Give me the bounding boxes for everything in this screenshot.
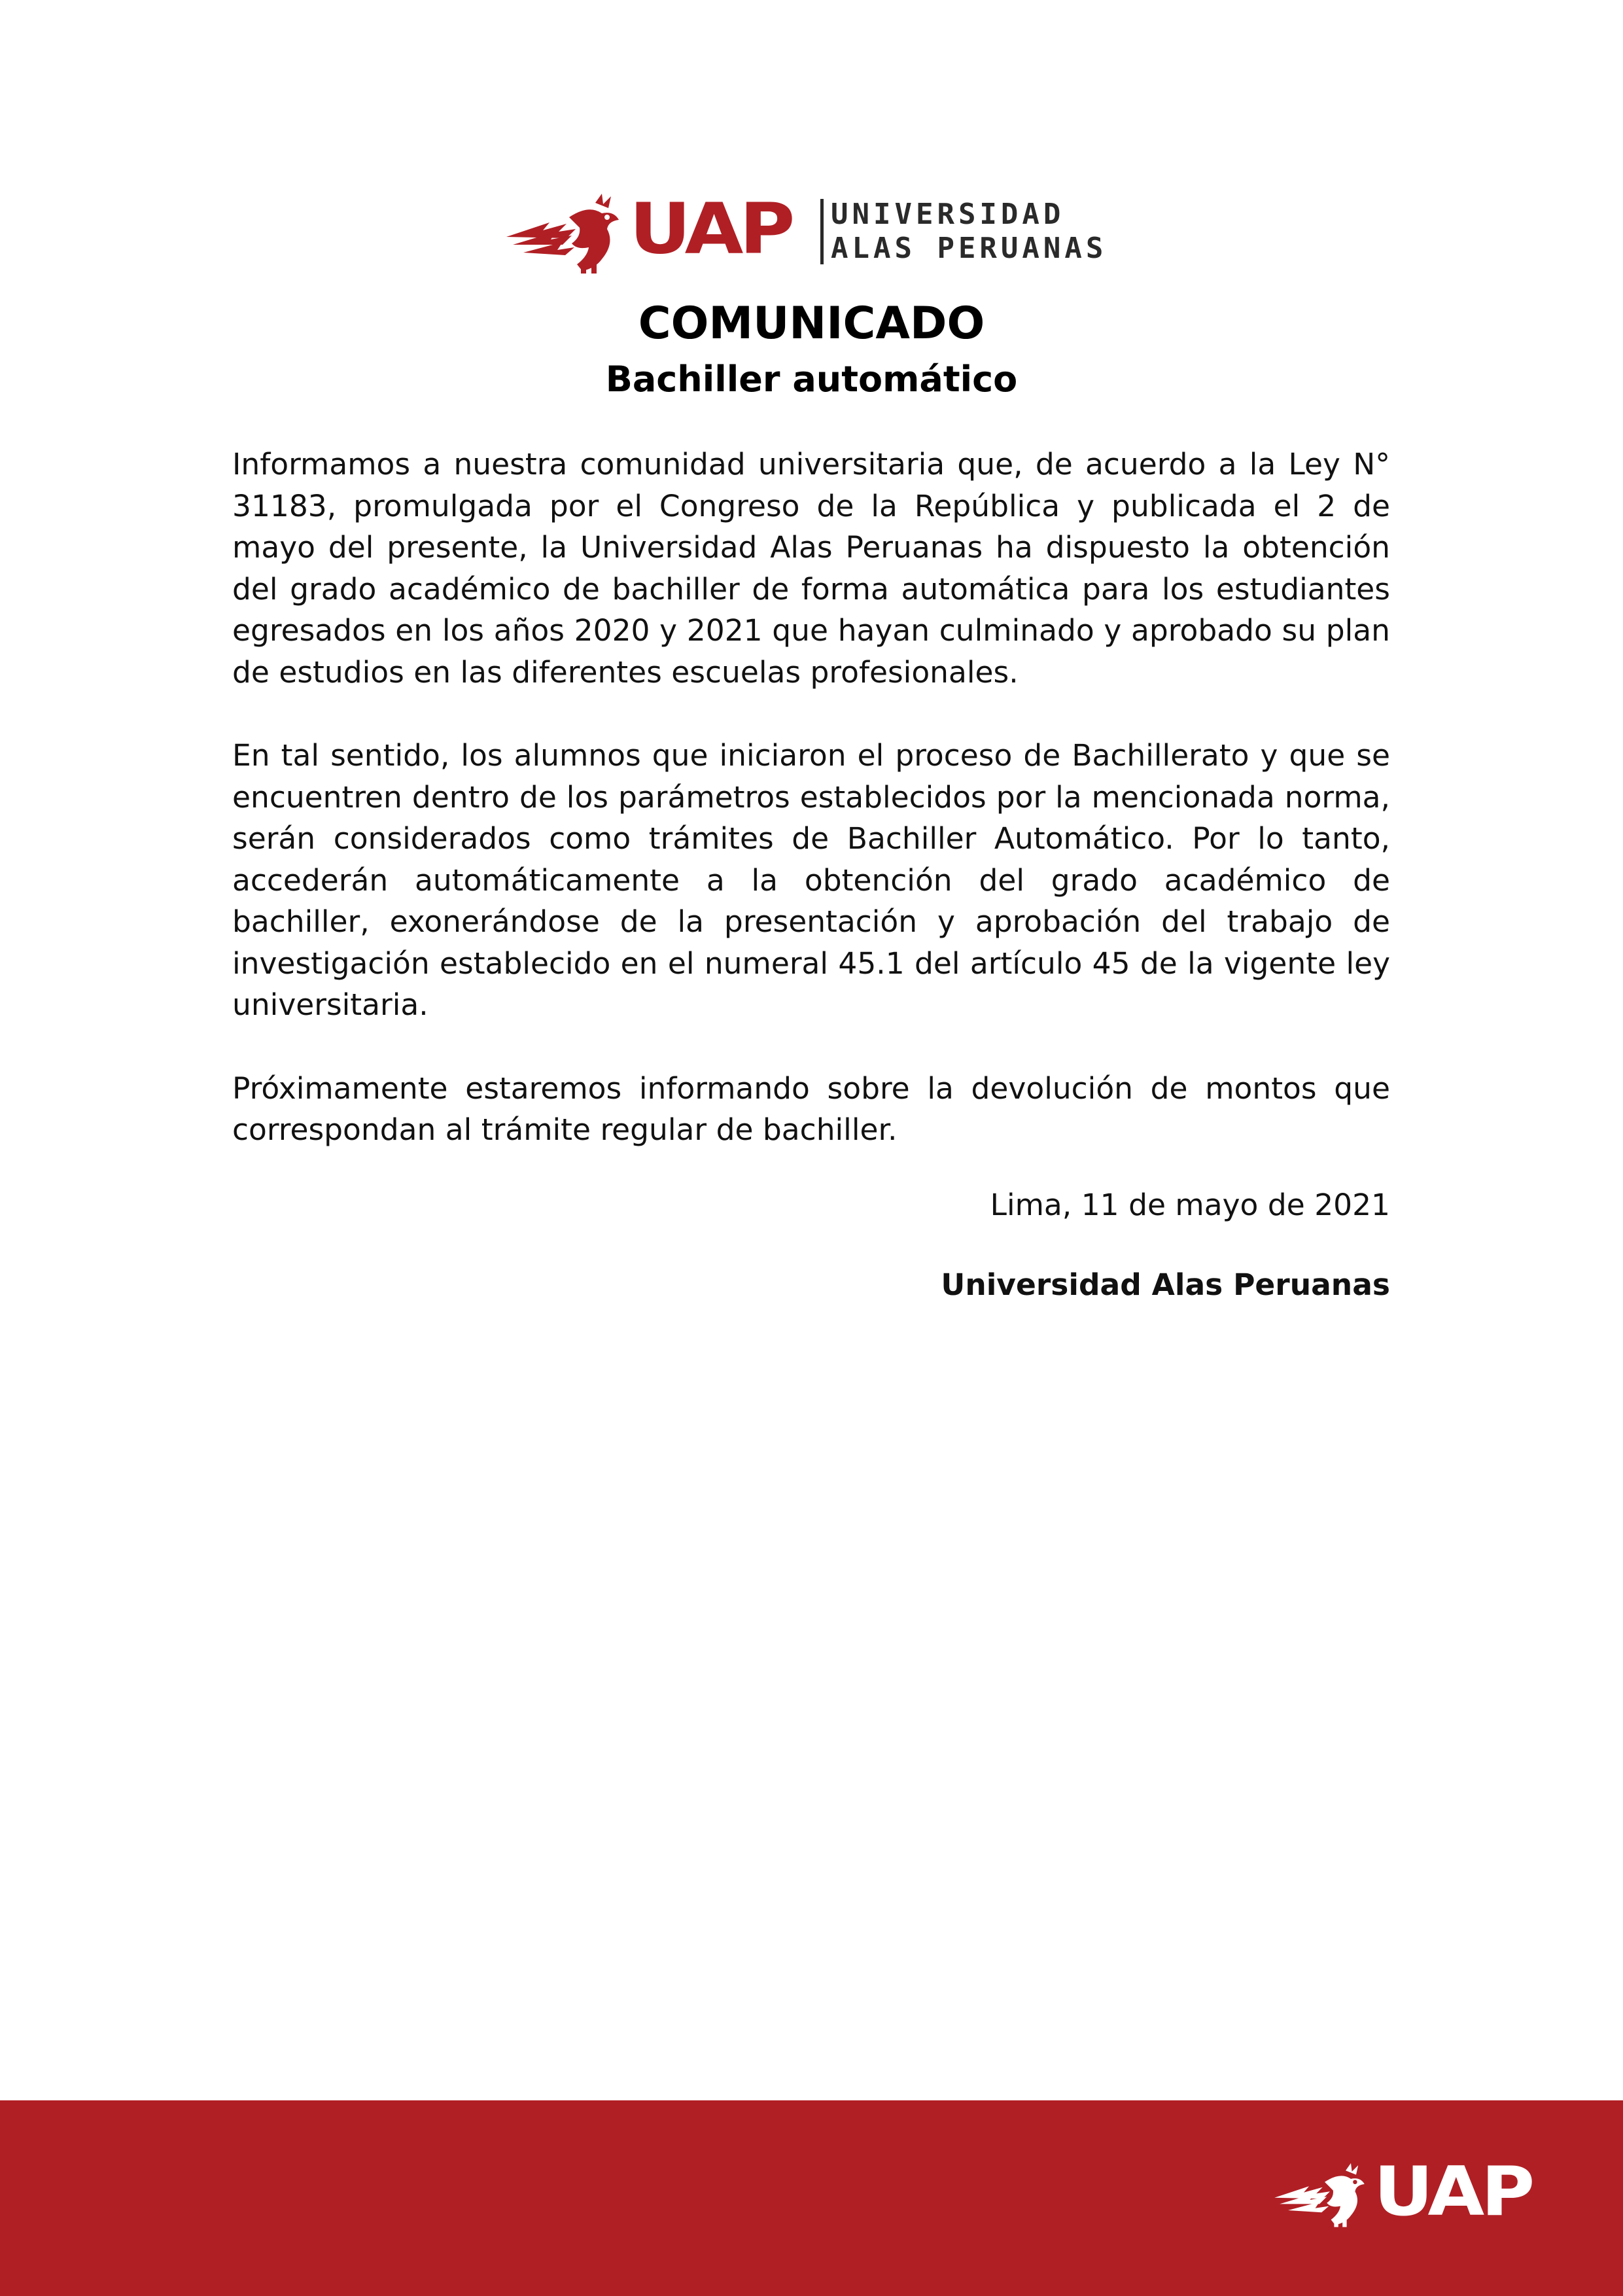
logo-mark-text: UAP: [629, 188, 792, 270]
footer-logo-mark: UAP: [1374, 2153, 1532, 2231]
document-body: [232, 444, 1390, 1193]
logo-university-name: [831, 198, 1107, 266]
body-paragraph-1: Informamos a nuestra comunidad universitaria que, de acuerdo a la Ley N° 31183, promulgada por el Congreso de la República y publicada el 2 de mayo del presente, la Universidad Alas Peruanas ha dispuesto la obtención del grado académico de bachiller de forma automática para los estudiantes egresados en los años 2020 y 2021 que hayan culminado y aprobado su plan de estudios en las diferentes escuelas profesionales.: [232, 447, 1390, 690]
document-signature: Universidad Alas Peruanas: [941, 1267, 1390, 1302]
winged-bird-emblem-icon: [1272, 2161, 1377, 2229]
document-title: COMUNICADO: [638, 298, 985, 349]
logo-name-line-1: UNIVERSIDAD: [831, 198, 1065, 231]
body-paragraph-2: En tal sentido, los alumnos que iniciaron el proceso de Bachillerato y que se encuentren dentro de los parámetros establecidos por la mencionada norma, serán considerados como trámites de Bachiller Automático. Por lo tanto, accederán automáticamente a la obtención del grado académico de bachiller, exonerándose de la presentación y aprobación del trabajo de investigación establecido en el numeral 45.1 del artículo 45 de la vigente ley universitaria.: [232, 738, 1390, 1022]
document-subtitle: Bachiller automático: [605, 359, 1018, 400]
footer-band: [0, 2100, 1623, 2296]
logo-divider: [820, 199, 824, 264]
logo-name-line-2: ALAS PERUANAS: [831, 232, 1108, 265]
university-logo: [504, 188, 1119, 275]
winged-bird-emblem-icon: [504, 191, 635, 275]
document-date: Lima, 11 de mayo de 2021: [990, 1188, 1390, 1222]
body-paragraph-3: Próximamente estaremos informando sobre la devolución de montos que correspondan al trámite regular de bachiller.: [232, 1070, 1390, 1147]
